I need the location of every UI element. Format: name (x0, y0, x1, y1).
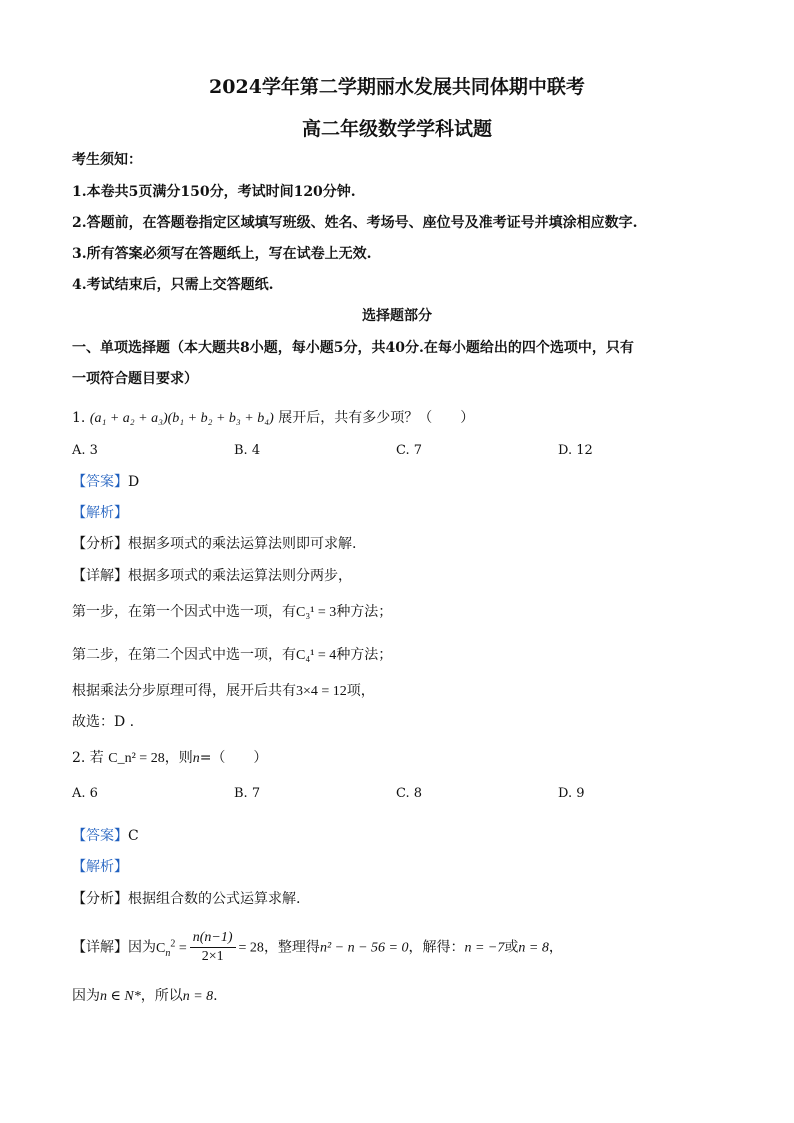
q1-option-b: B. 4 (234, 443, 261, 458)
exam-title: 2024学年第二学期丽水发展共同体期中联考 (209, 76, 585, 98)
final-text: ，所以 (140, 988, 183, 1004)
question-condition: C_n² = 28 (108, 751, 165, 766)
notice-item-3: 3.所有答案必须写在答题纸上，写在试卷上无效. (72, 246, 372, 262)
detail-text: 或 (504, 939, 519, 956)
step-text-end: 项， (346, 683, 375, 699)
q2-option-d: D. 9 (558, 786, 585, 801)
notice-heading: 考生须知： (72, 152, 142, 168)
answer-tag: 【答案】 (72, 828, 128, 844)
question-number: 1. (72, 410, 86, 426)
notice-item-2: 2.答题前，在答题卷指定区域填写班级、姓名、考场号、座位号及准考证号并填涂相应数字. (72, 215, 638, 231)
q2-detail (72, 924, 563, 973)
solution-1: n = −7 (464, 940, 505, 956)
step-math: C₄¹ = 4 (296, 648, 337, 663)
q1-detail (72, 566, 352, 586)
q2-option-a: A. 6 (72, 786, 98, 801)
answer-value: D (128, 474, 140, 490)
equation-rhs: = 28 (238, 940, 264, 956)
section-heading-line2: 一项符合题目要求） (72, 371, 198, 387)
q1-option-d: D. 12 (558, 443, 593, 458)
step-math: C₃¹ = 3 (296, 605, 337, 620)
notice-item-4: 4.考试结束后，只需上交答题纸. (72, 277, 274, 293)
fenxi-text: 根据组合数的公式运算求解. (128, 891, 301, 907)
q1-option-a: A. 3 (72, 443, 98, 458)
question-number: 2. 若 (72, 750, 104, 766)
final-math-1: n ∈ N* (100, 989, 141, 1004)
step-text: 第二步，在第二个因式中选一项，有 (72, 647, 296, 663)
step-text: 第一步，在第一个因式中选一项，有 (72, 604, 296, 620)
notice-item-1: 1.本卷共5页满分150分，考试时间120分钟. (72, 184, 356, 200)
fraction-denominator: 2×1 (201, 949, 224, 965)
section-heading-line1: 一、单项选择题（本大题共8小题，每小题5分，共40分.在每小题给出的四个选项中，只有 (72, 340, 634, 356)
q1-conclusion: 故选：D . (72, 714, 135, 730)
q2-option-c: C. 8 (396, 786, 423, 801)
q1-answer (72, 472, 139, 492)
fenxi-text: 根据多项式的乘法运算法则即可求解. (128, 536, 357, 552)
question-expression: (a₁ + a₂ + a₃)(b₁ + b₂ + b₃ + b₄) (89, 411, 274, 426)
detail-text: 因为 (128, 939, 156, 956)
detail-text: ， (548, 939, 563, 956)
final-text: 因为 (72, 988, 100, 1004)
comb-symbol: $C_n^2$ = (156, 938, 187, 959)
q1-step1 (72, 602, 392, 623)
q2-analysis-tag: 【解析】 (72, 859, 128, 875)
fenxi-tag: 【分析】 (72, 536, 128, 552)
q1-analysis-tag: 【解析】 (72, 505, 128, 521)
question-variable: n (192, 751, 200, 766)
step-math: 3×4 = 12 (296, 684, 347, 699)
answer-tag: 【答案】 (72, 474, 128, 490)
detail-text: ，解得： (408, 939, 465, 956)
final-math-2: n = 8 (182, 989, 214, 1004)
q1-fenxi (72, 534, 356, 554)
solution-2: n = 8 (518, 940, 549, 956)
q2-fenxi (72, 889, 300, 909)
section-title: 选择题部分 (362, 308, 432, 324)
detail-tag: 【详解】 (72, 939, 128, 956)
final-text: . (213, 988, 218, 1004)
q1-step3 (72, 681, 375, 702)
question-text: ，则 (164, 750, 193, 766)
step-text: 根据乘法分步原理可得，展开后共有 (72, 683, 296, 699)
detail-text: ，整理得 (263, 939, 320, 956)
step-text-end: 种方法； (336, 647, 393, 663)
question-text: 展开后，共有多少项？（ ） (278, 410, 475, 426)
answer-value: C (128, 828, 139, 844)
fraction (190, 929, 236, 966)
q1-option-c: C. 7 (396, 443, 423, 458)
q1-step2 (72, 645, 392, 666)
q2-option-b: B. 7 (234, 786, 261, 801)
q2-final (72, 986, 218, 1007)
fenxi-tag: 【分析】 (72, 891, 128, 907)
detail-text: 根据多项式的乘法运算法则分两步， (128, 568, 352, 584)
quadratic-equation: n² − n − 56 = 0 (319, 940, 409, 956)
detail-tag: 【详解】 (72, 568, 128, 584)
q2-answer (72, 826, 139, 846)
step-text-end: 种方法； (336, 604, 393, 620)
fraction-numerator: n(n−1) (190, 929, 236, 948)
question-1 (72, 408, 474, 429)
exam-subtitle: 高二年级数学学科试题 (301, 118, 492, 140)
question-2 (72, 748, 267, 769)
question-text-end: =（ ） (199, 750, 268, 766)
